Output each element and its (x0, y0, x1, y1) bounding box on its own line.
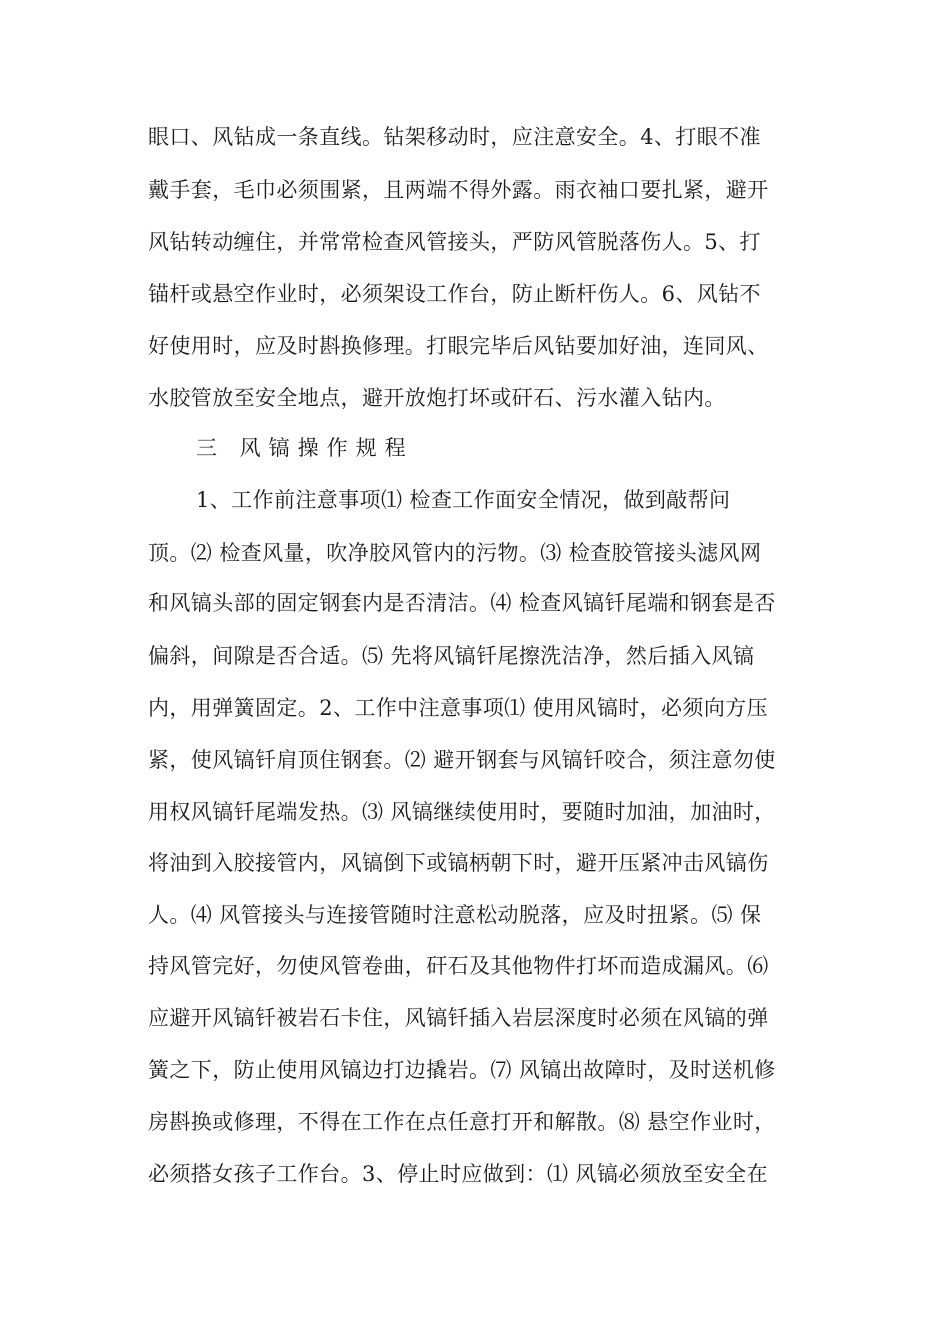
text-line: 内，用弹簧固定。2、工作中注意事项⑴ 使用风镐时，必须向方压 (148, 696, 769, 720)
text-line: 持风管完好，勿使风管卷曲，矸石及其他物件打坏而造成漏风。⑹ (148, 954, 769, 978)
text-line: 应避开风镐钎被岩石卡住，风镐钎插入岩层深度时必须在风镐的弹 (148, 1006, 769, 1030)
text-line: 好使用时，应及时斟换修理。打眼完毕后风钻要加好油，连同风、 (148, 334, 769, 358)
text-line: 偏斜，间隙是否合适。⑸ 先将风镐钎尾擦洗洁净，然后插入风镐 (148, 644, 755, 668)
text-line: 眼口、风钻成一条直线。钻架移动时，应注意安全。4、打眼不准 (148, 125, 761, 149)
text-line: 人。⑷ 风管接头与连接管随时注意松动脱落，应及时扭紧。⑸ 保 (148, 903, 762, 927)
text-line: 1、工作前注意事项⑴ 检查工作面安全情况，做到敲帮问 (196, 488, 731, 512)
text-line: 风钻转动缠住，并常常检查风管接头，严防风管脱落伤人。5、打 (148, 230, 761, 254)
section-heading: 三 风镐操作规程 (196, 436, 414, 460)
text-line: 水胶管放至安全地点，避开放炮打坏或矸石、污水灌入钻内。 (148, 386, 726, 410)
text-line: 用权风镐钎尾端发热。⑶ 风镐继续使用时，要随时加油，加油时， (148, 800, 776, 824)
text-line: 必须搭女孩子工作台。3、停止时应做到：⑴ 风镐必须放至安全在 (148, 1162, 769, 1186)
text-line: 锚杆或悬空作业时，必须架设工作台，防止断杆伤人。6、风钻不 (148, 282, 761, 306)
text-line: 顶。⑵ 检查风量，吹净胶风管内的污物。⑶ 检查胶管接头滤风网 (148, 541, 762, 565)
text-line: 紧，使风镐钎肩顶住钢套。⑵ 避开钢套与风镐钎咬合，须注意勿使 (148, 748, 776, 772)
text-line: 房斟换或修理，不得在工作在点任意打开和解散。⑻ 悬空作业时， (148, 1110, 776, 1134)
text-line: 簧之下，防止使用风镐边打边撬岩。⑺ 风镐出故障时，及时送机修 (148, 1058, 776, 1082)
text-line: 和风镐头部的固定钢套内是否清洁。⑷ 检查风镐钎尾端和钢套是否 (148, 591, 776, 615)
text-line: 将油到入胶接管内，风镐倒下或镐柄朝下时，避开压紧冲击风镐伤 (148, 851, 769, 875)
text-line: 戴手套，毛巾必须围紧，且两端不得外露。雨衣袖口要扎紧，避开 (148, 178, 769, 202)
